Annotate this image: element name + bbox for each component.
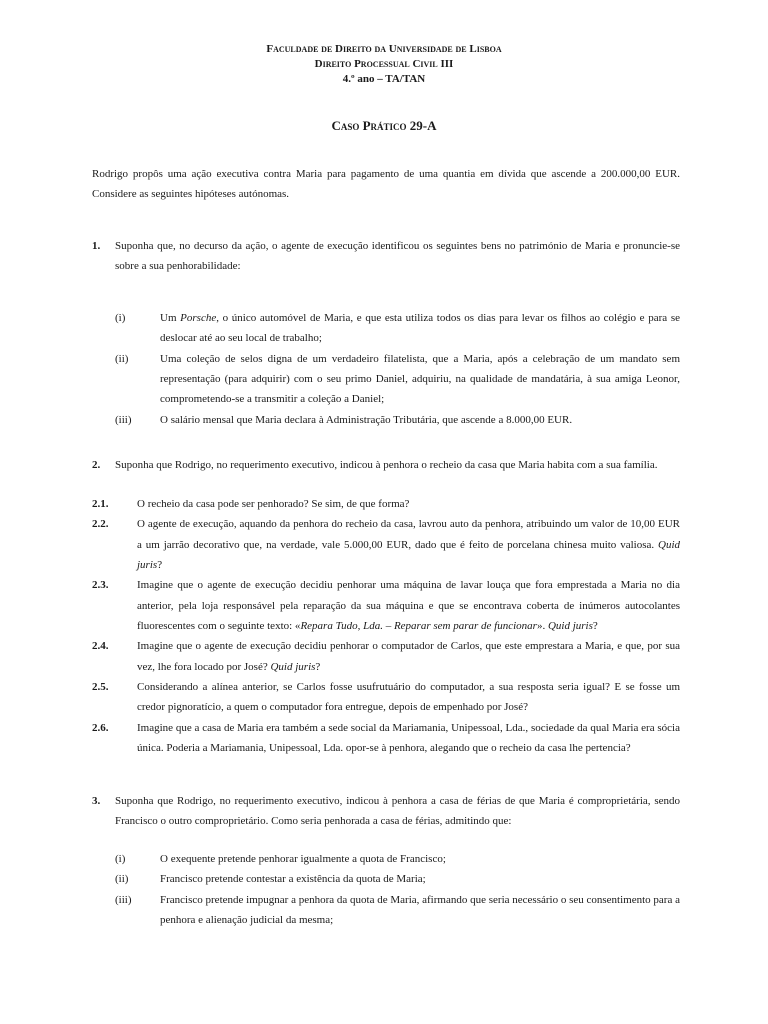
item-number: 2.6. <box>92 721 109 734</box>
question-text: Suponha que, no decurso da ação, o agente de execução identificou os seguintes bens no património de Maria e pronuncie-se sobre a sua penhorabilidade: <box>115 240 680 273</box>
question-2-items <box>92 494 680 758</box>
list-item <box>115 410 680 430</box>
document-header <box>0 42 768 87</box>
item-number: (ii) <box>115 873 129 886</box>
item-text: Uma coleção de selos digna de um verdadeiro filatelista, que a Maria, após a celebração de um mandato sem representação (para adquirir) com o seu primo Daniel, adquiriu, na qualidade de mandatária, à sua amiga Leonor, comprometendo-se a transmitir a coleção a Daniel; <box>160 352 680 406</box>
item-text: Considerando a alínea anterior, se Carlos fosse usufrutuário do computador, a sua resposta seria igual? E se fosse um credor pignoratício, a quem o computador fora entregue, depois de empenhado por José? <box>137 681 680 714</box>
question-1 <box>92 236 680 277</box>
faculty-name: Faculdade de Direito da Universidade de Lisboa <box>266 43 502 55</box>
question-number: 1. <box>92 240 101 252</box>
list-item <box>115 349 680 410</box>
question-3 <box>92 791 680 832</box>
course-name: Direito Processual Civil III <box>314 57 454 70</box>
list-item <box>92 494 680 514</box>
list-item <box>92 514 680 575</box>
question-1-items <box>115 308 680 430</box>
item-text: Imagine que o agente de execução decidiu penhorar uma máquina de lavar louça que fora emprestada a Maria no dia anterior, pela loja responsável pela reparação da sua máquina e que se encontrava coberta de inúmeros autocolantes fluorescentes com o seguinte texto: «Repara Tudo, Lda. – Reparar sem parar de funcionar». Quid juris? <box>137 579 680 633</box>
item-number: 2.2. <box>92 518 109 531</box>
question-number: 2. <box>92 459 101 471</box>
question-number: 3. <box>92 795 101 807</box>
item-number: 2.1. <box>92 498 109 510</box>
list-item <box>115 849 680 869</box>
item-text: Um Porsche, o único automóvel de Maria, e que esta utiliza todos os dias para levar os filhos ao colégio e para se deslocar até ao seu local de trabalho; <box>160 312 680 345</box>
list-item <box>92 677 680 718</box>
course-year: 4.º ano – TA/TAN <box>342 72 426 85</box>
question-text: Suponha que Rodrigo, no requerimento executivo, indicou à penhora o recheio da casa que Maria habita com a sua família. <box>115 459 658 471</box>
item-text: Imagine que o agente de execução decidiu penhorar o computador de Carlos, que este emprestara a Maria, e que, por sua vez, lhe fora locado por José? Quid juris? <box>137 640 680 673</box>
list-item <box>115 308 680 349</box>
item-number: 2.3. <box>92 579 109 592</box>
item-number: (i) <box>115 853 126 865</box>
intro-paragraph: Rodrigo propôs uma ação executiva contra Maria para pagamento de uma quantia em dívida que ascende a 200.000,00 EUR. Considere as seguintes hipóteses autónomas. <box>92 168 680 201</box>
item-number: (ii) <box>115 352 129 365</box>
list-item <box>115 890 680 931</box>
item-text: O recheio da casa pode ser penhorado? Se sim, de que forma? <box>137 498 410 510</box>
item-text: Imagine que a casa de Maria era também a sede social da Mariamania, Unipessoal, Lda., sociedade da qual Maria era sócia única. Poderia a Mariamania, Unipessoal, Lda. opor-se à penhora, alegando que o recheio da casa lhe pertencia? <box>137 721 680 755</box>
list-item <box>92 718 680 759</box>
item-number: (iii) <box>115 893 132 906</box>
page-title: Caso Prático 29-A <box>331 118 437 133</box>
item-text: Francisco pretende impugnar a penhora da quota de Maria, afirmando que seria necessário o seu consentimento para a penhora e alienação judicial da mesma; <box>160 893 680 927</box>
item-number: 2.4. <box>92 640 109 653</box>
item-text: O salário mensal que Maria declara à Administração Tributária, que ascende a 8.000,00 EUR. <box>160 413 573 426</box>
item-text: O exequente pretende penhorar igualmente a quota de Francisco; <box>160 853 446 865</box>
question-text: Suponha que Rodrigo, no requerimento executivo, indicou à penhora a casa de férias de que Maria é comproprietária, sendo Francisco o outro comproprietário. Como seria penhorada a casa de férias, admitindo que: <box>115 795 680 828</box>
list-item <box>92 575 680 636</box>
item-number: (i) <box>115 312 126 324</box>
item-number: (iii) <box>115 413 132 426</box>
question-2 <box>92 455 680 475</box>
item-number: 2.5. <box>92 681 109 694</box>
question-3-items <box>115 849 680 930</box>
item-text: O agente de execução, aquando da penhora do recheio da casa, lavrou auto da penhora, atribuindo um valor de 10,00 EUR a um jarrão decorativo que, na verdade, vale 5.000,00 EUR, dado que é feito de porcelana chinesa muito valiosa. Quid juris? <box>137 518 680 572</box>
list-item <box>115 869 680 889</box>
item-text: Francisco pretende contestar a existência da quota de Maria; <box>160 873 426 886</box>
list-item <box>92 636 680 677</box>
